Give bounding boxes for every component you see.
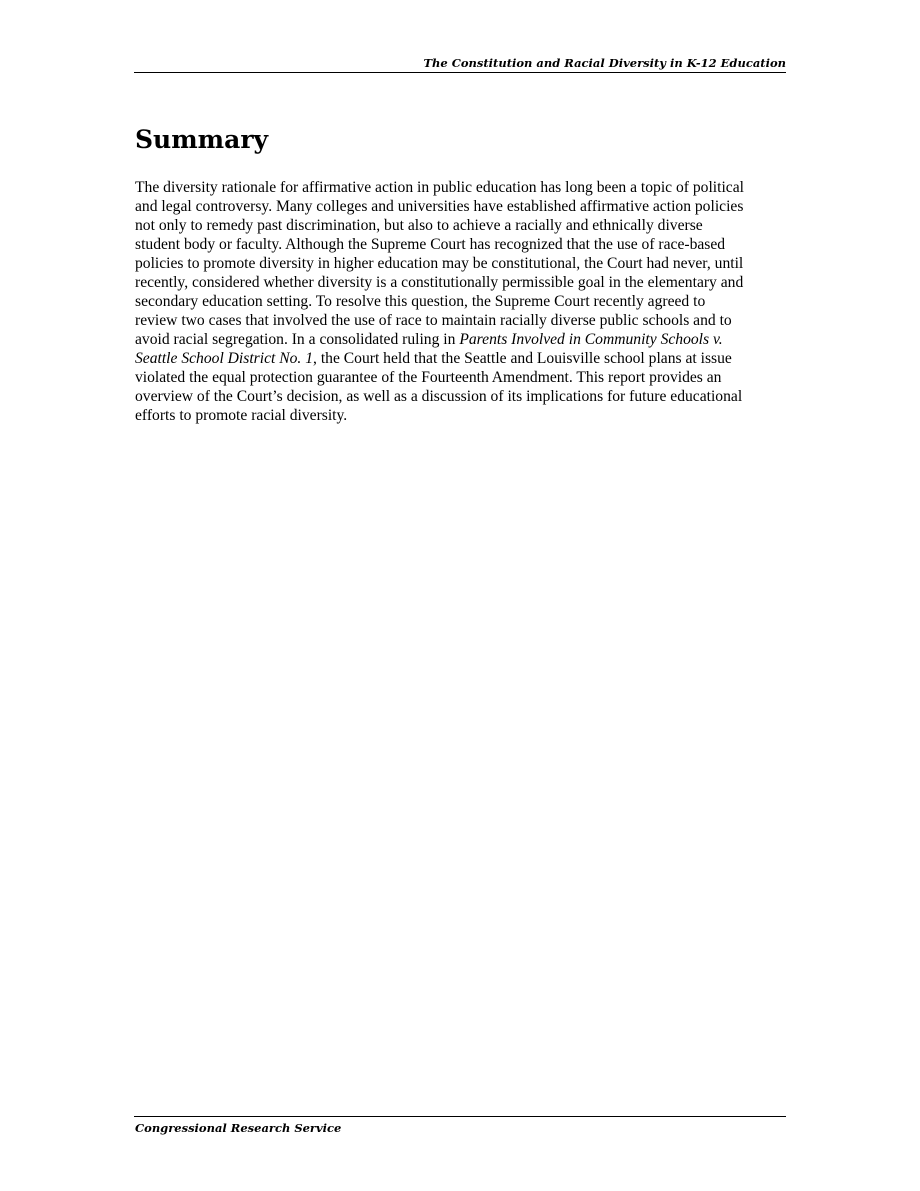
paragraph-line: student body or faculty. Although the Supreme Court has recognized that the use of race-based [135, 236, 726, 253]
paragraph-line: review two cases that involved the use of race to maintain racially diverse public schools and to [135, 312, 732, 329]
line-text: , the Court held that the Seattle and Louisville school plans at issue [313, 350, 732, 367]
paragraph-line: overview of the Court’s decision, as well as a discussion of its implications for future educational [135, 388, 743, 405]
header-rule [134, 72, 786, 73]
paragraph-line: policies to promote diversity in higher education may be constitutional, the Court had never, until [135, 255, 744, 272]
case-name-italic: Seattle School District No. 1 [135, 350, 314, 367]
footer-rule [134, 1116, 786, 1117]
paragraph-line [135, 330, 785, 349]
section-title: Summary [135, 125, 269, 154]
paragraph-line [135, 349, 785, 368]
paragraph-line: recently, considered whether diversity is a constitutionally permissible goal in the elementary and [135, 274, 744, 291]
paragraph-line: The diversity rationale for affirmative action in public education has long been a topic of political [135, 179, 744, 196]
running-footer: Congressional Research Service [135, 1121, 342, 1135]
summary-paragraph [135, 178, 785, 425]
line-text: avoid racial segregation. In a consolidated ruling in [135, 331, 460, 348]
running-header: The Constitution and Racial Diversity in K-12 Education [423, 56, 786, 70]
paragraph-line: secondary education setting. To resolve this question, the Supreme Court recently agreed to [135, 293, 706, 310]
paragraph-line: efforts to promote racial diversity. [135, 407, 348, 424]
case-name-italic: Parents Involved in Community Schools v. [459, 331, 723, 348]
paragraph-line: violated the equal protection guarantee of the Fourteenth Amendment. This report provides an [135, 369, 722, 386]
paragraph-line: and legal controversy. Many colleges and universities have established affirmative action policies [135, 198, 744, 215]
paragraph-line: not only to remedy past discrimination, but also to achieve a racially and ethnically diverse [135, 217, 703, 234]
